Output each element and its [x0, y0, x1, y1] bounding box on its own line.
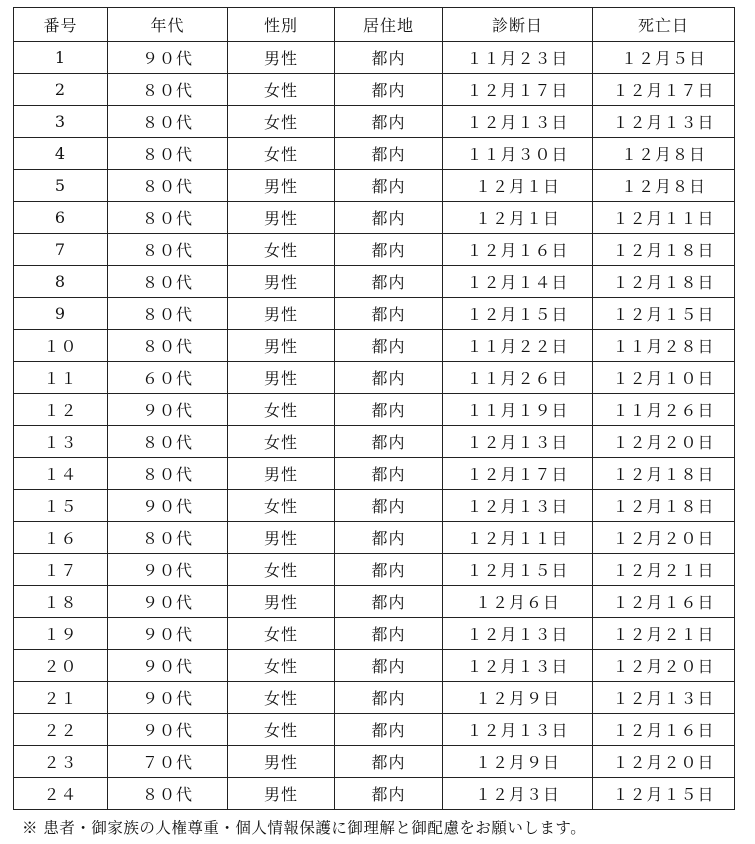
header-number: 番号 [14, 8, 108, 42]
table-row [14, 106, 735, 138]
cell-sex: 女性 [228, 650, 335, 682]
cell-residence: 都内 [335, 330, 443, 362]
header-death-date: 死亡日 [593, 8, 735, 42]
cell-sex: 女性 [228, 490, 335, 522]
cell-residence: 都内 [335, 426, 443, 458]
cell-diagnosis-date: １２月１３日 [443, 650, 593, 682]
cell-death-date: １２月８日 [593, 138, 735, 170]
cell-residence: 都内 [335, 778, 443, 810]
cell-number: １７ [14, 554, 108, 586]
table-row [14, 330, 735, 362]
cell-age-group: ８０代 [108, 522, 228, 554]
cell-residence: 都内 [335, 682, 443, 714]
cell-sex: 女性 [228, 714, 335, 746]
cell-death-date: １１月２６日 [593, 394, 735, 426]
cell-diagnosis-date: １１月１９日 [443, 394, 593, 426]
cell-residence: 都内 [335, 650, 443, 682]
table-row [14, 266, 735, 298]
cell-death-date: １２月２０日 [593, 650, 735, 682]
cell-death-date: １２月１６日 [593, 586, 735, 618]
table-row [14, 778, 735, 810]
table-row [14, 170, 735, 202]
table-row [14, 458, 735, 490]
cell-diagnosis-date: １２月１５日 [443, 554, 593, 586]
cell-residence: 都内 [335, 266, 443, 298]
cell-sex: 男性 [228, 266, 335, 298]
cell-diagnosis-date: １２月１４日 [443, 266, 593, 298]
header-age-group: 年代 [108, 8, 228, 42]
cell-number: 7 [14, 234, 108, 266]
cell-diagnosis-date: １２月１日 [443, 202, 593, 234]
cell-residence: 都内 [335, 138, 443, 170]
cell-death-date: １２月１８日 [593, 266, 735, 298]
cell-residence: 都内 [335, 234, 443, 266]
cell-diagnosis-date: １２月１３日 [443, 714, 593, 746]
cell-death-date: １２月２０日 [593, 746, 735, 778]
cell-age-group: ８０代 [108, 458, 228, 490]
cell-sex: 女性 [228, 74, 335, 106]
cell-diagnosis-date: １２月１３日 [443, 426, 593, 458]
cell-diagnosis-date: １２月１７日 [443, 74, 593, 106]
cell-sex: 男性 [228, 746, 335, 778]
cell-age-group: ８０代 [108, 202, 228, 234]
cell-age-group: ８０代 [108, 234, 228, 266]
cell-sex: 女性 [228, 138, 335, 170]
cell-number: 3 [14, 106, 108, 138]
cell-number: ２３ [14, 746, 108, 778]
header-diagnosis-date: 診断日 [443, 8, 593, 42]
header-sex: 性別 [228, 8, 335, 42]
cell-number: 8 [14, 266, 108, 298]
cell-number: １９ [14, 618, 108, 650]
cell-sex: 女性 [228, 554, 335, 586]
table-body [14, 42, 735, 810]
cell-residence: 都内 [335, 522, 443, 554]
cell-sex: 男性 [228, 170, 335, 202]
cell-death-date: １２月２０日 [593, 522, 735, 554]
cell-age-group: ６０代 [108, 362, 228, 394]
cell-number: ２０ [14, 650, 108, 682]
cell-diagnosis-date: １２月１７日 [443, 458, 593, 490]
cell-age-group: ９０代 [108, 394, 228, 426]
cell-number: 9 [14, 298, 108, 330]
cell-number: １３ [14, 426, 108, 458]
cell-death-date: １２月１１日 [593, 202, 735, 234]
cell-diagnosis-date: １２月１６日 [443, 234, 593, 266]
cell-residence: 都内 [335, 586, 443, 618]
cell-death-date: １２月１８日 [593, 234, 735, 266]
cell-number: 4 [14, 138, 108, 170]
cell-diagnosis-date: １１月３０日 [443, 138, 593, 170]
cell-number: 6 [14, 202, 108, 234]
cell-residence: 都内 [335, 490, 443, 522]
cell-diagnosis-date: １２月１５日 [443, 298, 593, 330]
table-row [14, 650, 735, 682]
cell-sex: 男性 [228, 586, 335, 618]
cell-sex: 女性 [228, 234, 335, 266]
cell-age-group: ８０代 [108, 138, 228, 170]
cell-death-date: １２月１６日 [593, 714, 735, 746]
table-row [14, 138, 735, 170]
table-row [14, 234, 735, 266]
table-row [14, 362, 735, 394]
table-row [14, 394, 735, 426]
cell-age-group: ９０代 [108, 586, 228, 618]
table-row [14, 746, 735, 778]
cell-residence: 都内 [335, 42, 443, 74]
cell-diagnosis-date: １２月９日 [443, 746, 593, 778]
cell-number: １４ [14, 458, 108, 490]
cell-number: １１ [14, 362, 108, 394]
cell-age-group: ８０代 [108, 330, 228, 362]
header-residence: 居住地 [335, 8, 443, 42]
cell-death-date: １２月１５日 [593, 778, 735, 810]
cell-residence: 都内 [335, 714, 443, 746]
cell-age-group: ９０代 [108, 490, 228, 522]
cell-diagnosis-date: １２月１１日 [443, 522, 593, 554]
table-header-row [14, 8, 735, 42]
cell-diagnosis-date: １２月１日 [443, 170, 593, 202]
cell-age-group: ７０代 [108, 746, 228, 778]
cell-residence: 都内 [335, 618, 443, 650]
cell-sex: 女性 [228, 426, 335, 458]
cell-age-group: ８０代 [108, 266, 228, 298]
cell-residence: 都内 [335, 202, 443, 234]
cell-age-group: ９０代 [108, 42, 228, 74]
cell-number: １８ [14, 586, 108, 618]
cell-diagnosis-date: １２月１３日 [443, 490, 593, 522]
cell-diagnosis-date: １１月２６日 [443, 362, 593, 394]
cell-sex: 男性 [228, 330, 335, 362]
table-row [14, 490, 735, 522]
cell-death-date: １２月２０日 [593, 426, 735, 458]
cell-death-date: １２月２１日 [593, 554, 735, 586]
cell-death-date: １２月１３日 [593, 682, 735, 714]
table-row [14, 714, 735, 746]
cell-sex: 男性 [228, 298, 335, 330]
cell-diagnosis-date: １１月２２日 [443, 330, 593, 362]
cell-death-date: １２月１０日 [593, 362, 735, 394]
cell-sex: 女性 [228, 106, 335, 138]
cell-age-group: ９０代 [108, 682, 228, 714]
cell-diagnosis-date: １２月１３日 [443, 106, 593, 138]
cell-sex: 男性 [228, 522, 335, 554]
cell-number: 5 [14, 170, 108, 202]
cell-diagnosis-date: １２月９日 [443, 682, 593, 714]
table-row [14, 298, 735, 330]
cell-diagnosis-date: １２月６日 [443, 586, 593, 618]
cell-number: 2 [14, 74, 108, 106]
cell-number: ２１ [14, 682, 108, 714]
cell-age-group: ８０代 [108, 106, 228, 138]
cell-age-group: ９０代 [108, 554, 228, 586]
deaths-table [13, 7, 735, 810]
cell-residence: 都内 [335, 554, 443, 586]
cell-death-date: １２月１３日 [593, 106, 735, 138]
cell-age-group: ８０代 [108, 74, 228, 106]
cell-number: １２ [14, 394, 108, 426]
cell-residence: 都内 [335, 298, 443, 330]
cell-residence: 都内 [335, 746, 443, 778]
cell-age-group: ８０代 [108, 298, 228, 330]
cell-death-date: １１月２８日 [593, 330, 735, 362]
cell-death-date: １２月１７日 [593, 74, 735, 106]
cell-number: 1 [14, 42, 108, 74]
cell-sex: 男性 [228, 778, 335, 810]
cell-number: １０ [14, 330, 108, 362]
cell-number: １６ [14, 522, 108, 554]
cell-age-group: ９０代 [108, 650, 228, 682]
cell-residence: 都内 [335, 394, 443, 426]
footnote: ※ 患者・御家族の人権尊重・個人情報保護に御理解と御配慮をお願いします。 [22, 819, 587, 837]
cell-death-date: １２月１８日 [593, 458, 735, 490]
cell-sex: 女性 [228, 618, 335, 650]
cell-residence: 都内 [335, 74, 443, 106]
cell-sex: 男性 [228, 42, 335, 74]
cell-number: ２４ [14, 778, 108, 810]
cell-age-group: ８０代 [108, 778, 228, 810]
cell-sex: 男性 [228, 458, 335, 490]
cell-diagnosis-date: １１月２３日 [443, 42, 593, 74]
cell-residence: 都内 [335, 362, 443, 394]
cell-residence: 都内 [335, 106, 443, 138]
table-row [14, 618, 735, 650]
table-row [14, 554, 735, 586]
cell-age-group: ８０代 [108, 426, 228, 458]
cell-death-date: １２月２１日 [593, 618, 735, 650]
table-row [14, 202, 735, 234]
cell-age-group: ９０代 [108, 618, 228, 650]
cell-age-group: ９０代 [108, 714, 228, 746]
table-row [14, 74, 735, 106]
table-row [14, 42, 735, 74]
cell-diagnosis-date: １２月１３日 [443, 618, 593, 650]
cell-death-date: １２月８日 [593, 170, 735, 202]
cell-residence: 都内 [335, 458, 443, 490]
cell-sex: 女性 [228, 394, 335, 426]
cell-sex: 男性 [228, 202, 335, 234]
table-row [14, 426, 735, 458]
cell-death-date: １２月１５日 [593, 298, 735, 330]
cell-number: １５ [14, 490, 108, 522]
table-row [14, 522, 735, 554]
cell-sex: 男性 [228, 362, 335, 394]
cell-death-date: １２月５日 [593, 42, 735, 74]
cell-death-date: １２月１８日 [593, 490, 735, 522]
cell-residence: 都内 [335, 170, 443, 202]
cell-sex: 女性 [228, 682, 335, 714]
cell-age-group: ８０代 [108, 170, 228, 202]
table-row [14, 586, 735, 618]
table-row [14, 682, 735, 714]
cell-number: ２２ [14, 714, 108, 746]
cell-diagnosis-date: １２月３日 [443, 778, 593, 810]
